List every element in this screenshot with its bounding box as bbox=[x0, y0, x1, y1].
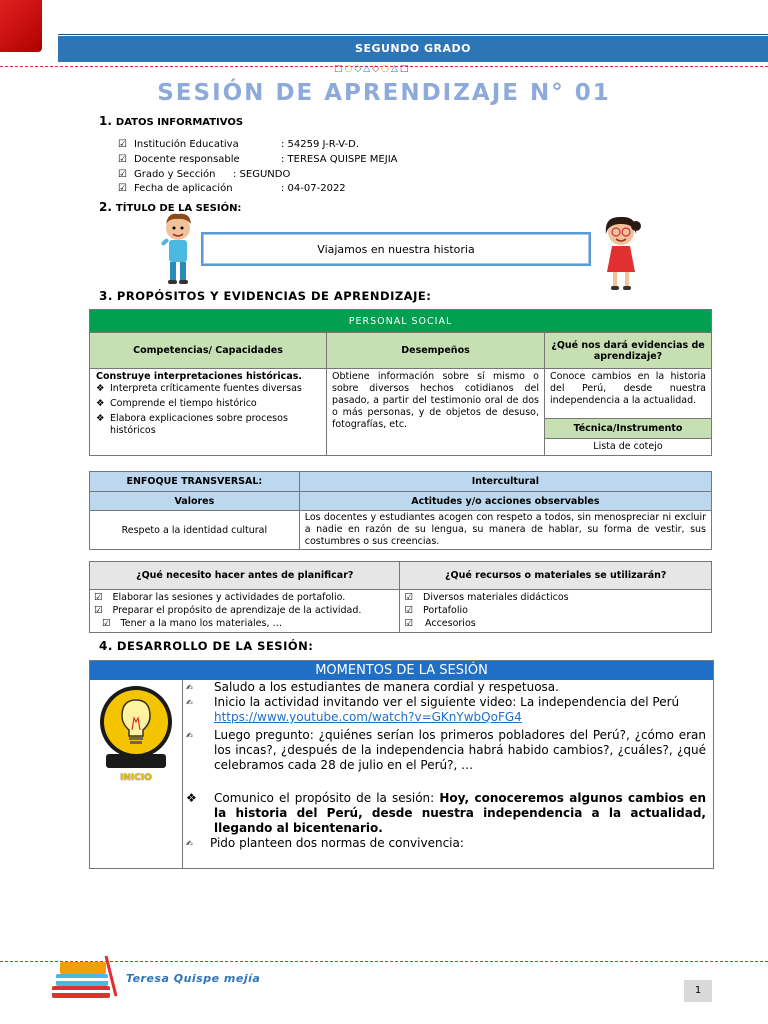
checkbox-icon: ☑ bbox=[102, 618, 111, 629]
checkbox-icon: ☑ bbox=[94, 592, 103, 603]
list-item: ❖ Comunico el propósito de la sesión: Hoy, conoceremos algunos cambios en la historia del Perú, desde nuestra independencia a la actualidad, llegando al bicentenario. bbox=[186, 791, 706, 835]
list-item: ☑ Diversos materiales didácticos bbox=[404, 592, 569, 603]
girl-illustration bbox=[598, 212, 644, 294]
section-4-heading: 4. DESARROLLO DE LA SESIÓN: bbox=[99, 639, 314, 653]
checkbox-icon: ☑ bbox=[118, 154, 127, 165]
desempeno-cell: Obtiene información sobre sí mismo o sobre diversos hechos cotidianos del pasado, a partir del testimonio oral de dos o más personas, y de objetos de desuso, fotografías, etc. bbox=[327, 369, 545, 456]
planificar-table bbox=[89, 561, 712, 633]
evidencia-cell: Conoce cambios en la historia del Perú, desde nuestra independencia a la actualidad. bbox=[545, 369, 712, 419]
area-header: PERSONAL SOCIAL bbox=[90, 310, 712, 333]
checkbox-icon: ☑ bbox=[404, 592, 414, 603]
col-competencias: Competencias/ Capacidades bbox=[90, 333, 327, 369]
checkbox-icon: ☑ bbox=[118, 169, 127, 180]
red-corner-decoration bbox=[0, 0, 42, 52]
section-2-heading: 2. TÍTULO DE LA SESIÓN: bbox=[99, 200, 242, 214]
list-item: ☑ Preparar el propósito de aprendizaje de la actividad. bbox=[94, 605, 362, 616]
inicio-cell bbox=[90, 680, 183, 868]
diamond-bullet-icon: ❖ bbox=[96, 383, 105, 394]
checkbox-icon: ☑ bbox=[118, 139, 127, 150]
session-title-box bbox=[201, 232, 591, 266]
page-number: 1 bbox=[684, 980, 712, 1002]
section-1-heading: 1. DATOS INFORMATIVOS bbox=[99, 114, 244, 128]
datos-informativos: ☑ Institución Educativa : 54259 J-R-V-D. ☑ Docente responsable : TERESA QUISPE MEJIA ☑ Grado y Sección : SEGUNDO ☑ Fecha de aplicación : 04-07-2022 bbox=[118, 139, 398, 194]
capacidad-item: ❖ Interpreta críticamente fuentes diversas bbox=[96, 383, 302, 394]
list-item: ✍ Saludo a los estudiantes de manera cordial y respetuosa. bbox=[186, 680, 559, 694]
col-evidencias: ¿Qué nos dará evidencias de aprendizaje? bbox=[545, 333, 712, 369]
section-3-heading: 3. PROPÓSITOS Y EVIDENCIAS DE APRENDIZAJE: bbox=[99, 289, 432, 303]
list-item: ☑ Elaborar las sesiones y actividades de portafolio. bbox=[94, 592, 346, 603]
list-item: ✍ Pido planteen dos normas de convivencia: bbox=[186, 836, 464, 850]
banner-line bbox=[58, 34, 768, 35]
grade-banner: SEGUNDO GRADO bbox=[58, 36, 768, 62]
checkbox-icon: ☑ bbox=[94, 605, 103, 616]
enfoque-value: Intercultural bbox=[299, 472, 711, 492]
actitudes-label: Actitudes y/o acciones observables bbox=[299, 492, 711, 511]
video-link[interactable]: https://www.youtube.com/watch?v=GKnYwbQoFG4 bbox=[214, 710, 522, 724]
page-title: SESIÓN DE APRENDIZAJE N° 01 bbox=[157, 80, 611, 106]
list-item: ✍ Luego pregunto: ¿quiénes serían los primeros pobladores del Perú?, ¿cómo eran los incas?, ¿después de la independencia habrá habido cambios?, ¿cuáles?, ¿qué celebramos cada 28 de julio en el Perú?, … bbox=[186, 728, 706, 772]
competencias-cell bbox=[90, 369, 327, 456]
pencil-bullet-icon: ✍ bbox=[186, 731, 193, 740]
boy-illustration bbox=[158, 210, 198, 290]
col-desempenos: Desempeños bbox=[327, 333, 545, 369]
diamond-bullet-icon: ❖ bbox=[96, 413, 105, 424]
antes-cell bbox=[90, 590, 400, 633]
footer-author: Teresa Quispe mejía bbox=[126, 972, 261, 985]
recursos-cell bbox=[400, 590, 712, 633]
checkbox-icon: ☑ bbox=[118, 183, 127, 194]
session-title: Viajamos en nuestra historia bbox=[203, 234, 589, 264]
q-antes: ¿Qué necesito hacer antes de planificar? bbox=[90, 562, 400, 590]
momentos-header: MOMENTOS DE LA SESIÓN bbox=[90, 661, 713, 680]
momentos-box bbox=[89, 660, 714, 869]
pencil-bullet-icon: ✍ bbox=[186, 698, 193, 707]
books-icon bbox=[46, 952, 122, 1004]
capacidad-item: ❖ Comprende el tiempo histórico bbox=[96, 398, 257, 409]
pencil-bullet-icon: ✍ bbox=[186, 683, 193, 692]
diamond-bullet-icon: ❖ bbox=[96, 398, 105, 409]
list-item: ☑ Accesorios bbox=[404, 618, 476, 629]
inicio-label: INICIO bbox=[120, 773, 152, 783]
diamond-bullet-icon: ❖ bbox=[186, 791, 197, 805]
q-recursos: ¿Qué recursos o materiales se utilizarán? bbox=[400, 562, 712, 590]
enfoque-table bbox=[89, 471, 712, 550]
lightbulb-icon bbox=[98, 684, 174, 770]
enfoque-label: ENFOQUE TRANSVERSAL: bbox=[90, 472, 300, 492]
list-item: ✍ Inicio la actividad invitando ver el siguiente video: La independencia del Perú https://www.youtube.com/watch?v=GKnYwbQoFG4 bbox=[186, 695, 680, 724]
valor-cell: Respeto a la identidad cultural bbox=[90, 511, 300, 550]
valores-label: Valores bbox=[90, 492, 300, 511]
list-item: ☑ Tener a la mano los materiales, … bbox=[102, 618, 283, 629]
shapes-decoration: □○◇△◇○△□ bbox=[334, 64, 411, 74]
checkbox-icon: ☑ bbox=[404, 618, 414, 629]
tecnica-label: Técnica/Instrumento bbox=[545, 419, 712, 438]
tecnica-value: Lista de cotejo bbox=[545, 438, 712, 455]
list-item: ☑ Portafolio bbox=[404, 605, 468, 616]
momentos-body bbox=[186, 680, 706, 851]
competencia-title: Construye interpretaciones históricas. bbox=[96, 371, 302, 382]
checkbox-icon: ☑ bbox=[404, 605, 414, 616]
capacidad-item: ❖ Elabora explicaciones sobre procesos históricos bbox=[96, 413, 288, 436]
actitud-cell: Los docentes y estudiantes acogen con respeto a todos, sin menospreciar ni excluir a nadie en razón de su lengua, su manera de hablar, su forma de vestir, sus costumbres o sus creencias. bbox=[299, 511, 711, 550]
propositos-table bbox=[89, 309, 712, 456]
pencil-bullet-icon: ✍ bbox=[186, 839, 193, 848]
